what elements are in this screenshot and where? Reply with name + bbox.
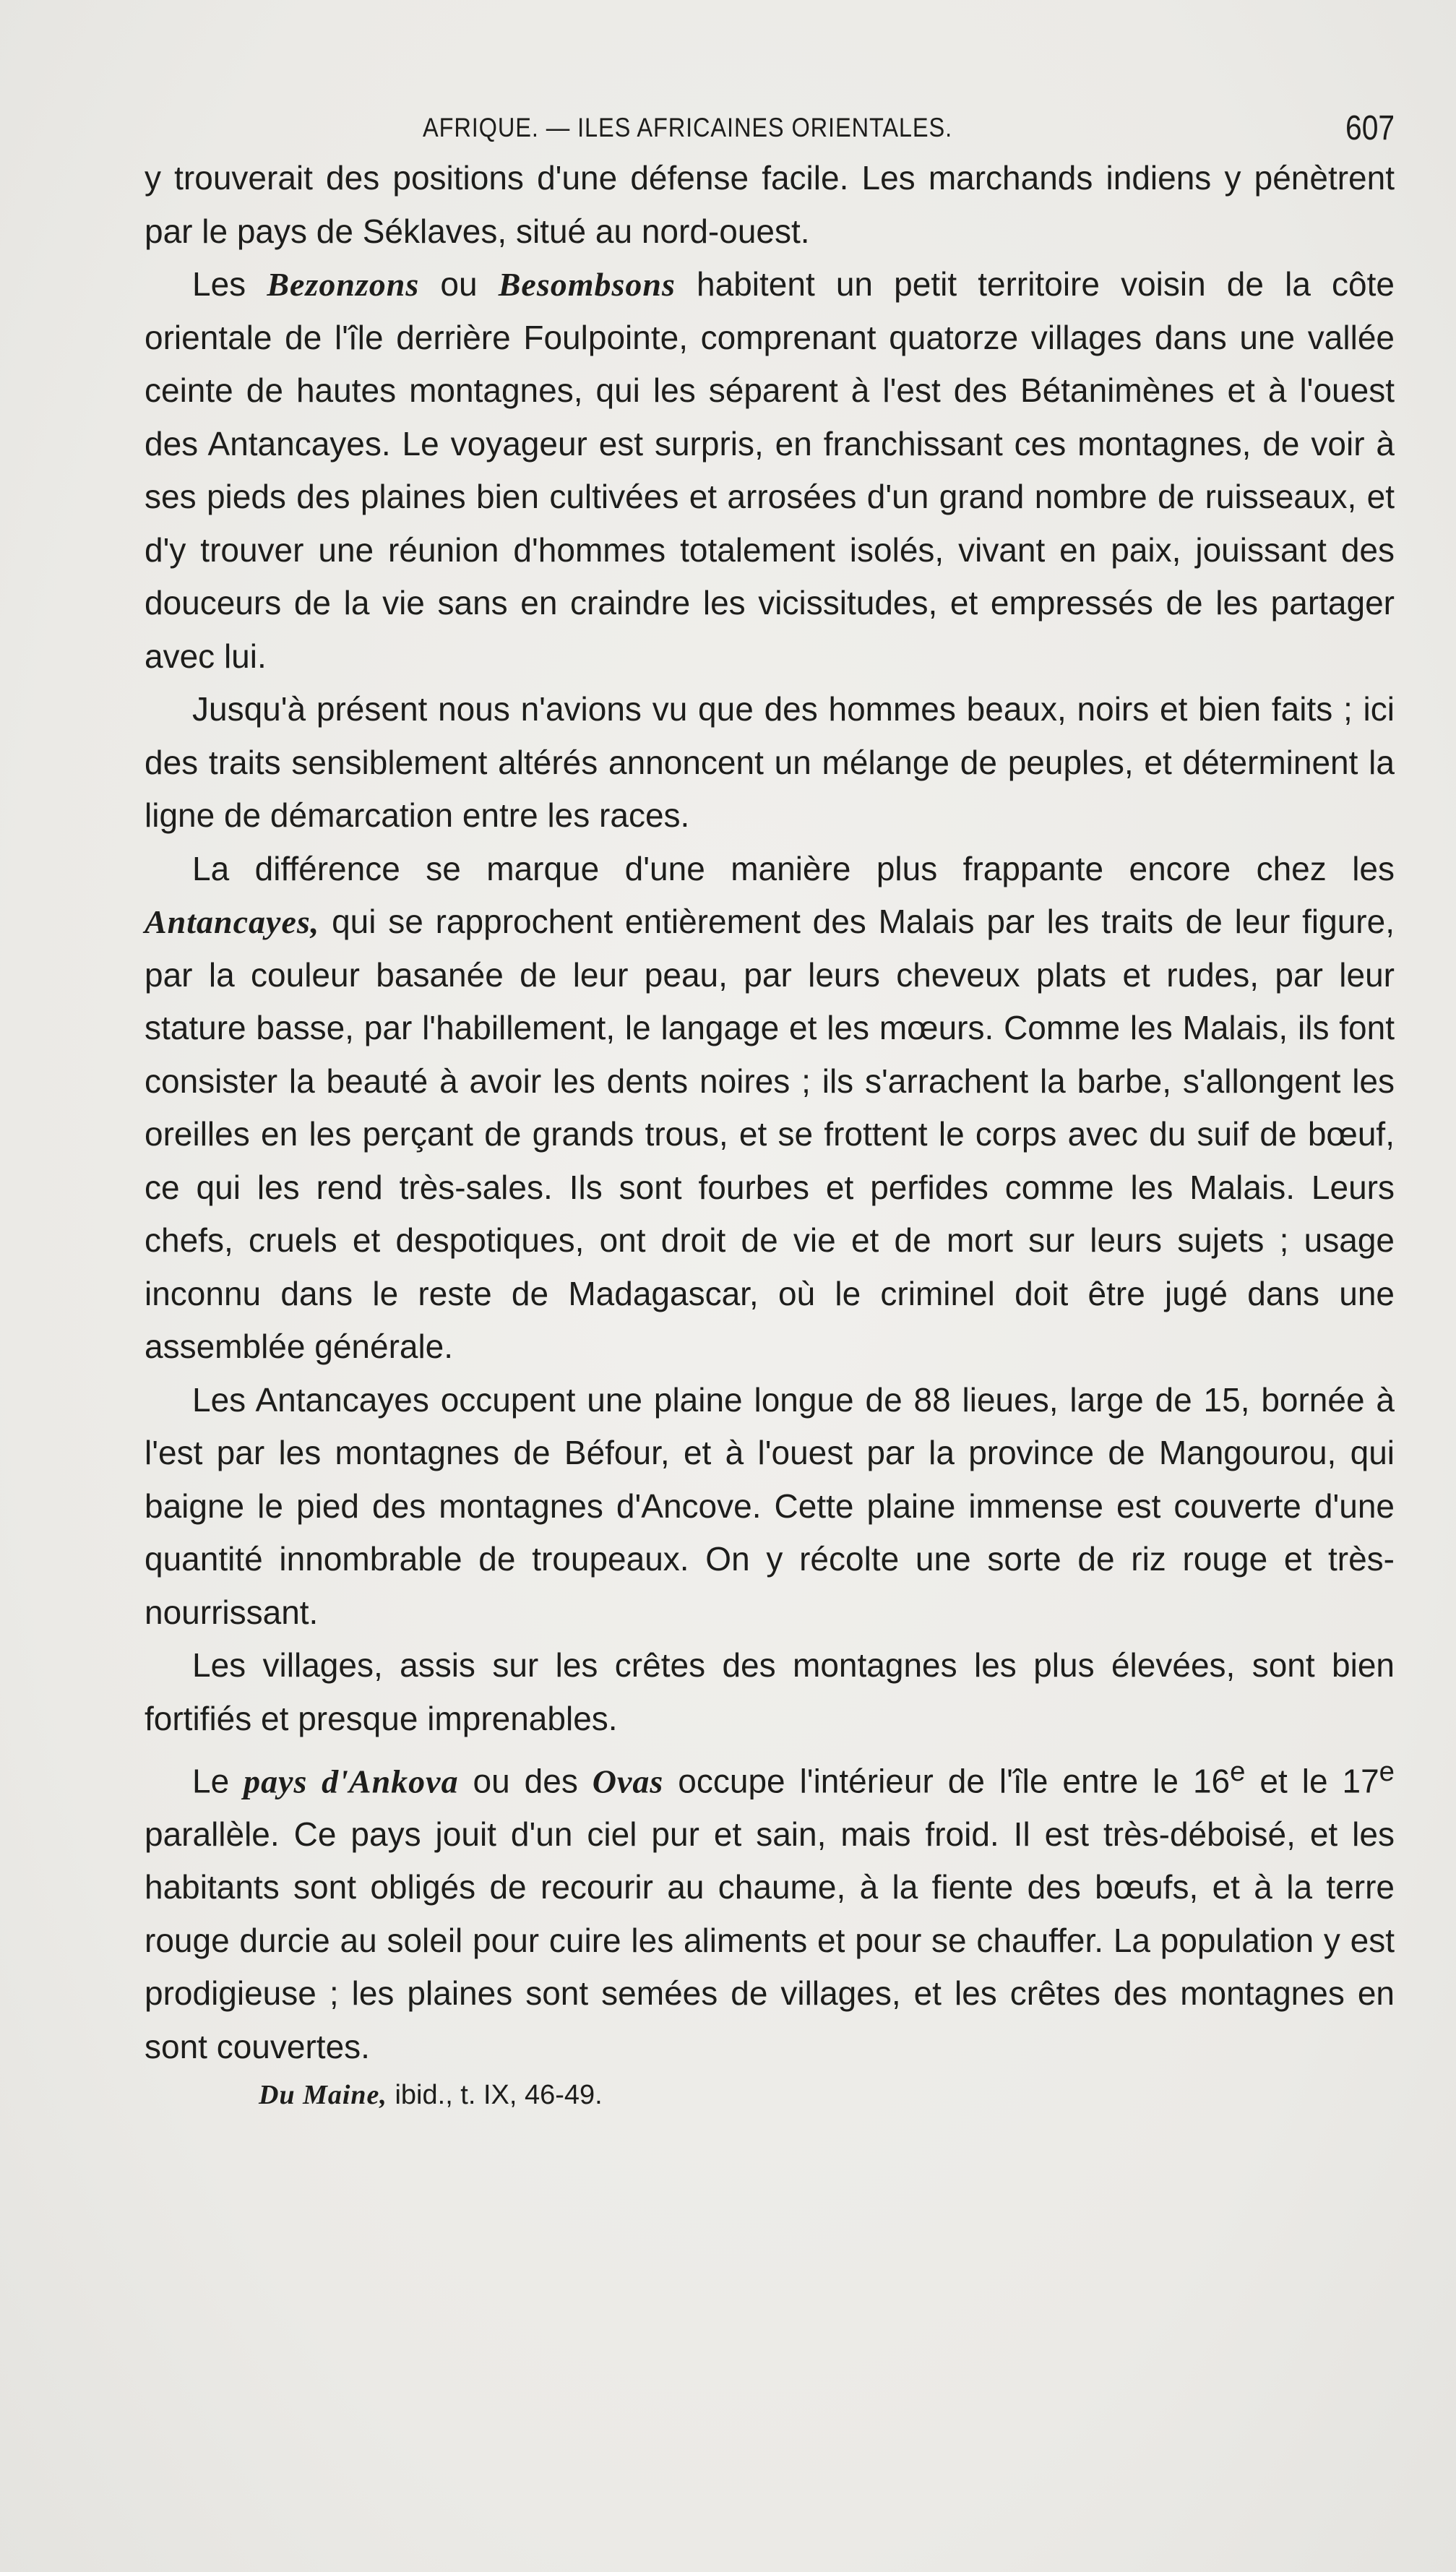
paragraph-5-text: Les Antancayes occupent une plaine longue de 88 lieues, large de 15, bornée à l'est par les montagnes de Béfour, et à l'ouest par la province de Mangourou, qui baigne le pied des montagnes d'Ancove. Cette plaine immense est couverte d'une quantité innombrable de troupeaux. On y récolte une sorte de riz rouge et très-nourrissant. — [145, 1380, 1395, 1631]
page-number: 607 — [1345, 109, 1395, 147]
paragraph-7-text-d: et le 17 — [1245, 1762, 1379, 1800]
source-citation — [145, 2073, 1395, 2117]
paragraph-3-text: Jusqu'à présent nous n'avions vu que des hommes beaux, noirs et bien faits ; ici des traits sensiblement altérés annoncent un mélange de peuples, et déterminent la ligne de démarcation entre les races. — [145, 690, 1395, 834]
paragraph-7-superscript-1: e — [1230, 1756, 1246, 1787]
paragraph-2 — [145, 258, 1395, 683]
citation-reference: ibid., t. IX, 46-49. — [387, 2080, 603, 2111]
paragraph-2-text-b: ou — [419, 265, 499, 303]
paragraph-7-superscript-2: e — [1379, 1756, 1395, 1787]
paragraph-6 — [145, 1639, 1395, 1745]
paragraph-4-text-b: qui se rapprochent entièrement des Malais par les traits de leur figure, par la couleur basanée de leur peau, par leurs cheveux plats et rudes, par leur stature basse, par l'habillement, le langage et les mœurs. Comme les Malais, ils font consister la beauté à avoir les dents noires ; ils s'arrachent la barbe, s'allongent les oreilles en les perçant de grands trous, et se frottent le corps avec du suif de bœuf, ce qui les rend très-sales. Ils sont fourbes et perfides comme les Malais. Leurs chefs, cruels et despotiques, ont droit de vie et de mort sur leurs sujets ; usage inconnu dans le reste de Madagascar, où le criminel doit être jugé dans une assemblée générale. — [145, 903, 1395, 1365]
paragraph-1 — [145, 152, 1395, 258]
paragraph-7-text-a: Le — [192, 1762, 244, 1800]
paragraph-7-italic-1: pays d'Ankova — [244, 1763, 459, 1800]
paragraph-7-text-c: occupe l'intérieur de l'île entre le 16 — [663, 1762, 1231, 1800]
paragraph-7-text-b: ou des — [458, 1762, 593, 1800]
paragraph-3 — [145, 683, 1395, 843]
body-text — [145, 152, 1395, 2117]
paragraph-4 — [145, 843, 1395, 1374]
running-title: AFRIQUE. — ILES AFRICAINES ORIENTALES. — [423, 113, 953, 142]
paragraph-2-italic-2: Besombsons — [498, 266, 676, 303]
page-header — [145, 106, 1395, 156]
paragraph-4-italic: Antancayes, — [145, 903, 320, 940]
paragraph-4-text-a: La différence se marque d'une manière plus frappante encore chez les — [192, 849, 1395, 887]
paragraph-7-text-e: parallèle. Ce pays jouit d'un ciel pur et sain, mais froid. Il est très-déboisé, et les habitants sont obligés de recourir au chaume, à la fiente des bœufs, et à la terre rouge durcie au soleil pour cuire les aliments et pour se chauffer. La population y est prodigieuse ; les plaines sont semées de villages, et les crêtes des montagnes en sont couvertes. — [145, 1815, 1395, 2065]
paragraph-7-italic-2: Ovas — [592, 1763, 664, 1800]
paragraph-5 — [145, 1374, 1395, 1640]
paragraph-1-text: y trouverait des positions d'une défense facile. Les marchands indiens y pénètrent par le pays de Séklaves, situé au nord-ouest. — [145, 159, 1395, 250]
paragraph-7 — [145, 1745, 1395, 2073]
paragraph-2-text-c: habitent un petit territoire voisin de la côte orientale de l'île derrière Foulpointe, comprenant quatorze villages dans une vallée ceinte de hautes montagnes, qui les séparent à l'est des Bétanimènes et à l'ouest des Antancayes. Le voyageur est surpris, en franchissant ces montagnes, de voir à ses pieds des plaines bien cultivées et arrosées d'un grand nombre de ruisseaux, et d'y trouver une réunion d'hommes totalement isolés, vivant en paix, jouissant des douceurs de la vie sans en craindre les vicissitudes, et empressés de les partager avec lui. — [145, 265, 1395, 675]
citation-author: Du Maine, — [259, 2080, 387, 2111]
paragraph-6-text: Les villages, assis sur les crêtes des montagnes les plus élevées, sont bien fortifiés et presque imprenables. — [145, 1646, 1395, 1737]
paragraph-2-italic-1: Bezonzons — [267, 266, 420, 303]
paragraph-2-text-a: Les — [192, 265, 267, 303]
